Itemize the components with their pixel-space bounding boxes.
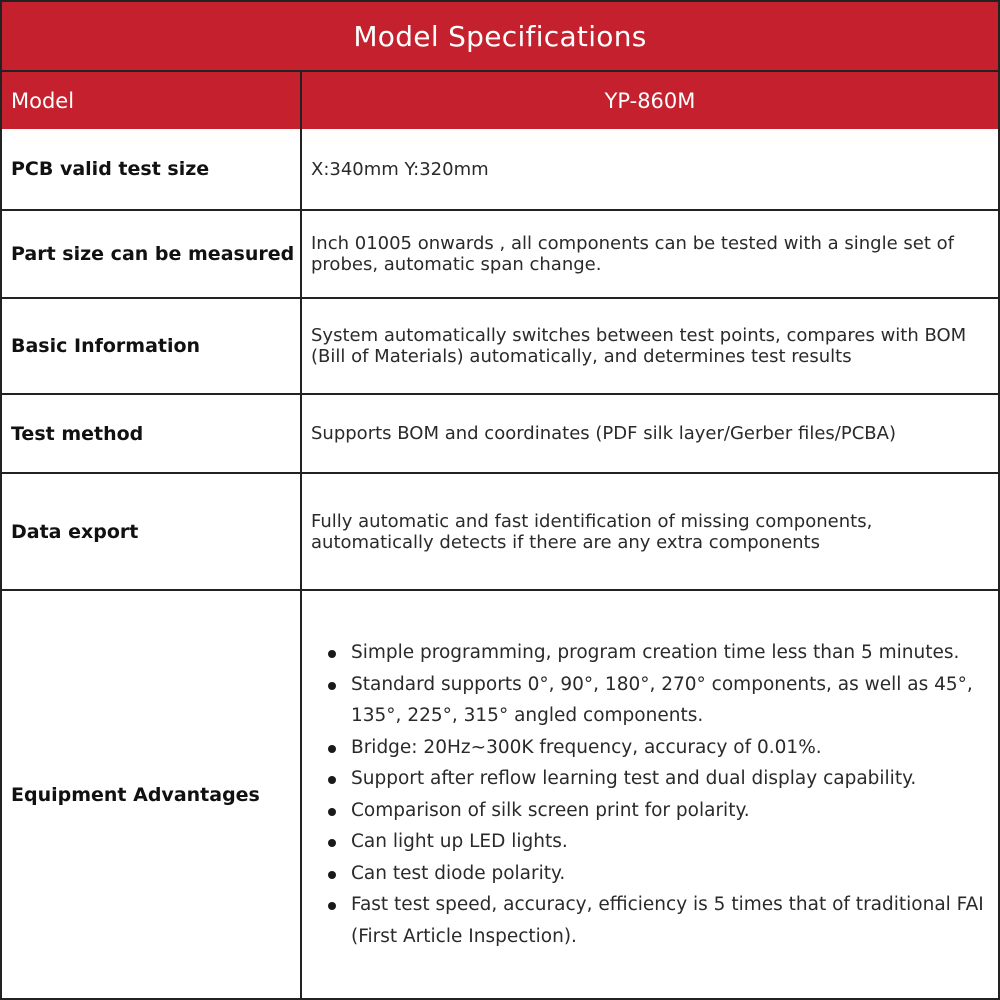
spec-value: Inch 01005 onwards , all components can be tested with a single set of probes, automatic span change.	[311, 233, 954, 275]
spec-label: Equipment Advantages	[2, 591, 302, 998]
spec-label: Part size can be measured	[2, 211, 302, 297]
spec-row-part-size	[0, 211, 1000, 299]
spec-row-data-export	[0, 474, 1000, 591]
advantages-list	[308, 637, 988, 952]
spec-row-advantages	[0, 591, 1000, 1000]
spec-value: X:340mm Y:320mm	[311, 158, 489, 180]
spec-row-pcb-size	[0, 129, 1000, 211]
header-model-label: Model	[2, 72, 302, 129]
spec-label: PCB valid test size	[2, 129, 302, 209]
spec-value: Fully automatic and fast identification of missing components, automatically detects if there are any extra components	[311, 510, 873, 553]
list-item: Can test diode polarity.	[326, 858, 988, 890]
list-item: Simple programming, program creation time less than 5 minutes.	[326, 637, 988, 669]
list-item: Support after reflow learning test and dual display capability.	[326, 763, 988, 795]
table-title-text: Model Specifications	[353, 19, 647, 53]
spec-label: Basic Information	[2, 299, 302, 393]
list-item: Comparison of silk screen print for polarity.	[326, 795, 988, 827]
list-item: Standard supports 0°, 90°, 180°, 270° components, as well as 45°, 135°, 225°, 315° angled components.	[326, 669, 988, 732]
spec-row-basic-info	[0, 299, 1000, 395]
list-item: Bridge: 20Hz~300K frequency, accuracy of 0.01%.	[326, 732, 988, 764]
list-item: Fast test speed, accuracy, efficiency is 5 times that of traditional FAI (First Article Inspection).	[326, 889, 988, 952]
spec-value: Supports BOM and coordinates (PDF silk layer/Gerber files/PCBA)	[311, 423, 896, 444]
spec-row-test-method	[0, 395, 1000, 474]
spec-label: Test method	[2, 395, 302, 472]
header-row	[0, 70, 1000, 131]
header-model-value: YP-860M	[604, 88, 696, 113]
spec-label: Data export	[2, 474, 302, 589]
spec-value: System automatically switches between test points, compares with BOM (Bill of Materials) automatically, and determines test results	[311, 325, 967, 367]
advantages-cell	[302, 591, 998, 998]
table-title	[0, 0, 1000, 72]
list-item: Can light up LED lights.	[326, 826, 988, 858]
